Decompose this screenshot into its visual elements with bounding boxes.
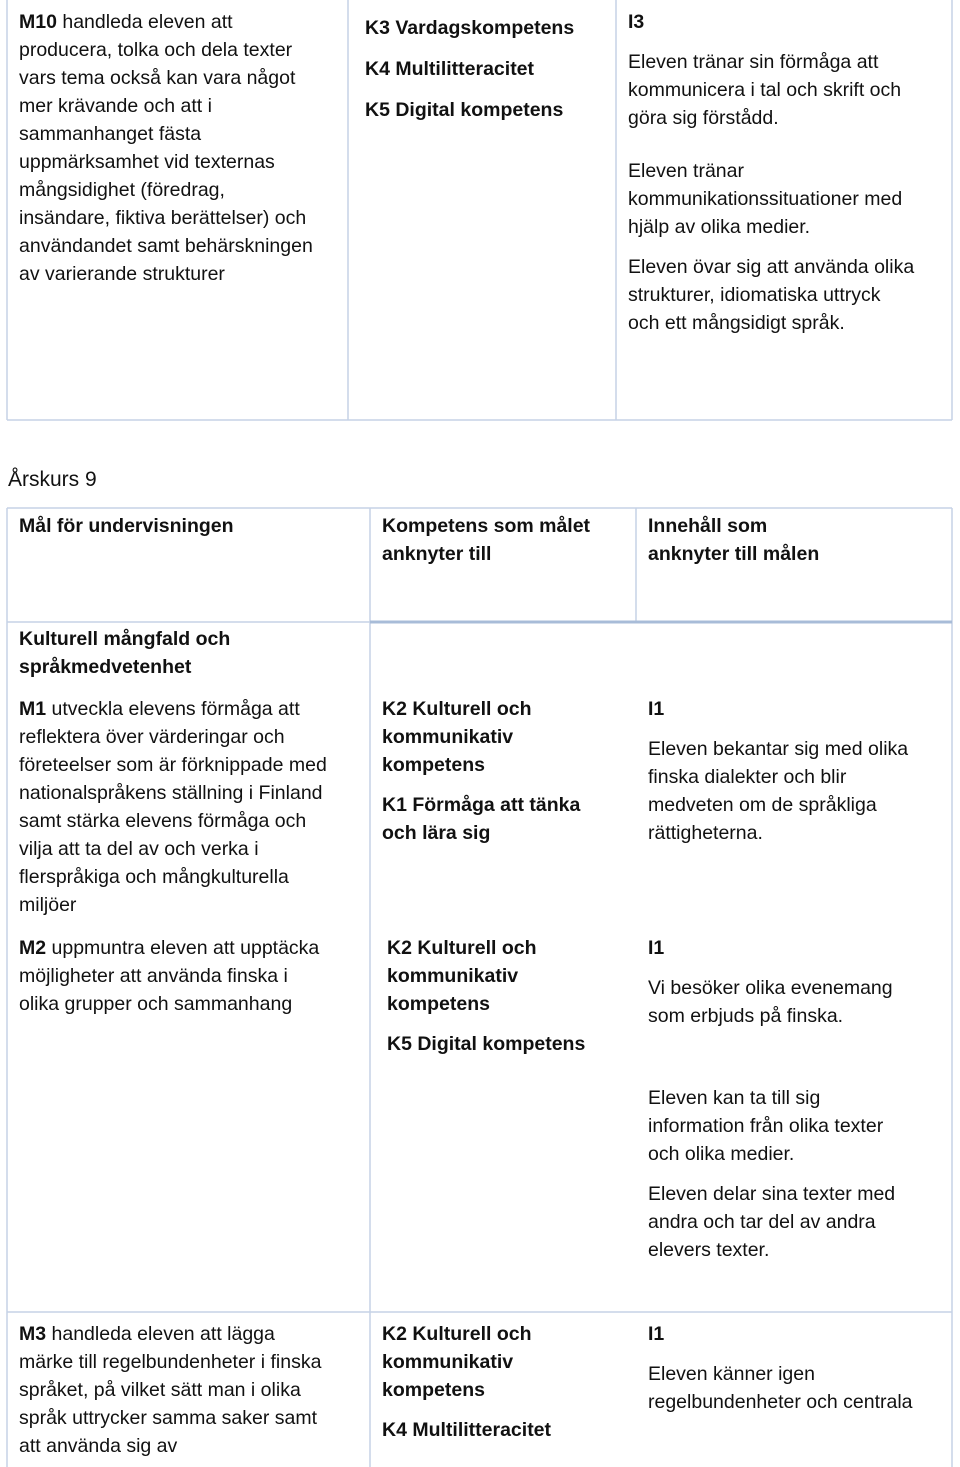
top-goal-cell — [19, 8, 313, 288]
goal-text: miljöer — [19, 894, 77, 916]
goal-text: sammanhanget fästa — [19, 123, 202, 145]
content-text: och ett mångsidigt språk. — [628, 312, 845, 334]
competence-line: och lära sig — [382, 822, 491, 844]
content-text: kommunicera i tal och skrift och — [628, 79, 902, 101]
competence-line: K2 Kulturell och — [382, 1323, 532, 1345]
content-text: andra och tar del av andra — [648, 1211, 876, 1233]
competence-line: kommunikativ — [382, 1351, 514, 1373]
content-text: information från olika texter — [648, 1115, 884, 1137]
goal-text: producera, tolka och dela texter — [19, 39, 293, 61]
competence-item: K5 Digital kompetens — [365, 99, 564, 121]
goal-text: insändare, fiktiva berättelser) och — [19, 207, 307, 229]
row-m1-content — [648, 695, 908, 847]
row-m3-content — [648, 1320, 913, 1416]
goal-text: handleda eleven att — [62, 11, 233, 33]
content-code: I1 — [648, 698, 665, 720]
competence-item: K4 Multilitteracitet — [365, 58, 535, 80]
top-competence-cell — [365, 8, 574, 131]
header-content-line: Innehåll som — [648, 515, 768, 537]
row-m2-competence — [387, 934, 585, 1058]
goal-code: M1 — [19, 698, 47, 720]
content-text: Eleven kan ta till sig — [648, 1087, 821, 1109]
content-text: finska dialekter och blir — [648, 766, 847, 788]
content-text: medveten om de språkliga — [648, 794, 877, 816]
content-text: som erbjuds på finska. — [648, 1005, 844, 1027]
area-heading — [19, 625, 230, 681]
competence-line: kommunikativ — [382, 726, 514, 748]
row-m1-goal — [19, 695, 327, 919]
header-goal: Mål för undervisningen — [19, 515, 234, 537]
content-text: Eleven tränar — [628, 160, 744, 182]
content-text: Vi besöker olika evenemang — [648, 977, 893, 999]
header-content — [648, 512, 819, 568]
header-competence-line: anknyter till — [382, 543, 492, 565]
goal-text: märke till regelbundenheter i finska — [19, 1351, 322, 1373]
goal-text: att använda sig av — [19, 1435, 178, 1457]
header-competence — [382, 512, 590, 568]
content-code: I1 — [648, 1323, 665, 1345]
goal-text: uppmärksamhet vid texternas — [19, 151, 275, 173]
goal-text: av varierande strukturer — [19, 263, 225, 285]
goal-text: vars tema också kan vara något — [19, 67, 296, 89]
goal-text: mer krävande och att i — [19, 95, 212, 117]
competence-line: kommunikativ — [387, 965, 519, 987]
content-code: I3 — [628, 11, 645, 33]
goal-text: användandet samt behärskningen — [19, 235, 313, 257]
goal-text: olika grupper och sammanhang — [19, 993, 293, 1015]
goal-text: mångsidighet (föredrag, — [19, 179, 225, 201]
content-text: Eleven delar sina texter med — [648, 1183, 896, 1205]
goal-text: språk uttrycker samma saker samt — [19, 1407, 317, 1429]
content-text: och olika medier. — [648, 1143, 795, 1165]
competence-line: K2 Kulturell och — [382, 698, 532, 720]
content-text: strukturer, idiomatiska uttryck — [628, 284, 881, 306]
competence-line: K5 Digital kompetens — [387, 1033, 586, 1055]
content-text: Eleven bekantar sig med olika — [648, 738, 909, 760]
competence-item: K3 Vardagskompetens — [365, 17, 575, 39]
row-m1-competence — [382, 695, 580, 847]
goal-text: uppmuntra eleven att upptäcka — [51, 937, 320, 959]
competence-line: kompetens — [382, 1379, 485, 1401]
goal-text: utveckla elevens förmåga att — [51, 698, 300, 720]
content-text: kommunikationssituationer med — [628, 188, 903, 210]
competence-line: kompetens — [387, 993, 490, 1015]
row-m2-goal — [19, 934, 319, 1018]
goal-code: M3 — [19, 1323, 47, 1345]
top-content-cell — [628, 8, 914, 337]
content-code: I1 — [648, 937, 665, 959]
content-text: Eleven övar sig att använda olika — [628, 256, 915, 278]
area-heading-line: språkmedvetenhet — [19, 656, 192, 678]
content-text: regelbundenheter och centrala — [648, 1391, 913, 1413]
content-text: Eleven känner igen — [648, 1363, 815, 1385]
goal-text: språket, på vilket sätt man i olika — [19, 1379, 301, 1401]
goal-code: M10 — [19, 11, 57, 33]
competence-line: K1 Förmåga att tänka — [382, 794, 581, 816]
row-m2-content — [648, 934, 895, 1264]
goal-text: flerspråkiga och mångkulturella — [19, 866, 289, 888]
goal-text: nationalspråkens ställning i Finland — [19, 782, 323, 804]
content-text: elevers texter. — [648, 1239, 770, 1261]
goal-text: handleda eleven att lägga — [51, 1323, 275, 1345]
goal-text: vilja att ta del av och verka i — [19, 838, 259, 860]
competence-line: K2 Kulturell och — [387, 937, 537, 959]
header-competence-line: Kompetens som målet — [382, 515, 591, 537]
content-text: rättigheterna. — [648, 822, 763, 844]
goal-text: möjligheter att använda finska i — [19, 965, 288, 987]
content-text: Eleven tränar sin förmåga att — [628, 51, 879, 73]
goal-text: företeelser som är förknippade med — [19, 754, 327, 776]
goal-text: samt stärka elevens förmåga och — [19, 810, 307, 832]
goal-code: M2 — [19, 937, 47, 959]
goal-text: reflektera över värderingar och — [19, 726, 285, 748]
area-heading-line: Kulturell mångfald och — [19, 628, 231, 650]
row-m3-goal — [19, 1320, 321, 1460]
content-text: göra sig förstådd. — [628, 107, 779, 129]
competence-line: kompetens — [382, 754, 485, 776]
row-m3-competence — [382, 1320, 551, 1444]
header-content-line: anknyter till målen — [648, 543, 820, 565]
section-title: Årskurs 9 — [8, 468, 97, 491]
competence-line: K4 Multilitteracitet — [382, 1419, 552, 1441]
content-text: hjälp av olika medier. — [628, 216, 811, 238]
